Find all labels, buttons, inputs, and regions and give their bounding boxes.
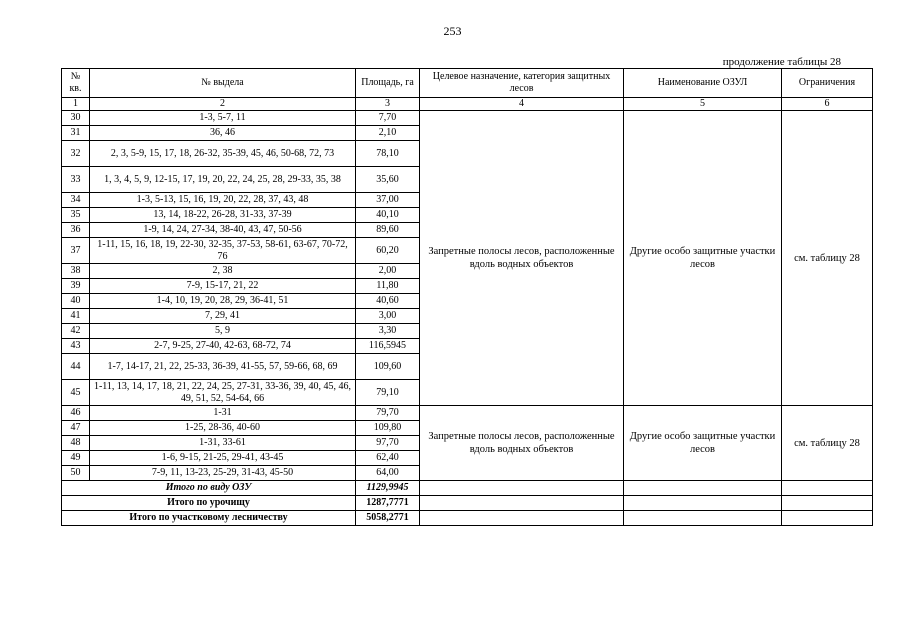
empty-cell bbox=[782, 496, 873, 511]
total-label: Итого по виду ОЗУ bbox=[62, 481, 356, 496]
header-vydel: № выдела bbox=[90, 69, 356, 98]
forest-plots-table bbox=[61, 68, 873, 526]
empty-cell bbox=[782, 511, 873, 526]
cell-area: 109,60 bbox=[356, 354, 420, 380]
cell-kv: 36 bbox=[62, 223, 90, 238]
continuation-note: продолжение таблицы 28 bbox=[722, 56, 841, 68]
header-area: Площадь, га bbox=[356, 69, 420, 98]
total-value: 5058,2771 bbox=[356, 511, 420, 526]
cell-vydel: 1-11, 13, 14, 17, 18, 21, 22, 24, 25, 27-31, 33-36, 39, 40, 45, 46, 49, 51, 52, 54-64, 66 bbox=[90, 380, 356, 406]
cell-area: 3,30 bbox=[356, 324, 420, 339]
column-number: 1 bbox=[62, 98, 90, 111]
total-row bbox=[62, 511, 873, 526]
cell-kv: 35 bbox=[62, 208, 90, 223]
cell-kv: 50 bbox=[62, 466, 90, 481]
cell-area: 60,20 bbox=[356, 238, 420, 264]
cell-area: 3,00 bbox=[356, 309, 420, 324]
cell-kv: 49 bbox=[62, 451, 90, 466]
column-number: 2 bbox=[90, 98, 356, 111]
cell-area: 40,10 bbox=[356, 208, 420, 223]
cell-vydel: 1-6, 9-15, 21-25, 29-41, 43-45 bbox=[90, 451, 356, 466]
column-number-row bbox=[62, 98, 873, 111]
column-number: 6 bbox=[782, 98, 873, 111]
cell-vydel: 13, 14, 18-22, 26-28, 31-33, 37-39 bbox=[90, 208, 356, 223]
cell-vydel: 1-4, 10, 19, 20, 28, 29, 36-41, 51 bbox=[90, 294, 356, 309]
column-number: 4 bbox=[420, 98, 624, 111]
cell-area: 89,60 bbox=[356, 223, 420, 238]
table-row bbox=[62, 111, 873, 126]
cell-vydel: 7-9, 11, 13-23, 25-29, 31-43, 45-50 bbox=[90, 466, 356, 481]
cell-vydel: 1, 3, 4, 5, 9, 12-15, 17, 19, 20, 22, 24, 25, 28, 29-33, 35, 38 bbox=[90, 167, 356, 193]
cell-limits: см. таблицу 28 bbox=[782, 111, 873, 406]
cell-vydel: 2, 3, 5-9, 15, 17, 18, 26-32, 35-39, 45, 46, 50-68, 72, 73 bbox=[90, 141, 356, 167]
cell-vydel: 1-25, 28-36, 40-60 bbox=[90, 421, 356, 436]
cell-vydel: 1-7, 14-17, 21, 22, 25-33, 36-39, 41-55, 57, 59-66, 68, 69 bbox=[90, 354, 356, 380]
cell-area: 78,10 bbox=[356, 141, 420, 167]
cell-kv: 48 bbox=[62, 436, 90, 451]
total-row bbox=[62, 496, 873, 511]
cell-kv: 41 bbox=[62, 309, 90, 324]
total-row bbox=[62, 481, 873, 496]
cell-vydel: 1-31 bbox=[90, 406, 356, 421]
total-value: 1129,9945 bbox=[356, 481, 420, 496]
header-ozul: Наименование ОЗУЛ bbox=[624, 69, 782, 98]
cell-area: 35,60 bbox=[356, 167, 420, 193]
cell-vydel: 1-11, 15, 16, 18, 19, 22-30, 32-35, 37-53, 58-61, 63-67, 70-72, 76 bbox=[90, 238, 356, 264]
cell-kv: 40 bbox=[62, 294, 90, 309]
cell-area: 97,70 bbox=[356, 436, 420, 451]
cell-area: 109,80 bbox=[356, 421, 420, 436]
cell-purpose: Запретные полосы лесов, расположенные вдоль водных объектов bbox=[420, 111, 624, 406]
cell-area: 11,80 bbox=[356, 279, 420, 294]
cell-kv: 44 bbox=[62, 354, 90, 380]
header-limits: Ограничения bbox=[782, 69, 873, 98]
cell-vydel: 1-9, 14, 24, 27-34, 38-40, 43, 47, 50-56 bbox=[90, 223, 356, 238]
column-number: 3 bbox=[356, 98, 420, 111]
total-label: Итого по урочищу bbox=[62, 496, 356, 511]
empty-cell bbox=[782, 481, 873, 496]
cell-vydel: 1-3, 5-13, 15, 16, 19, 20, 22, 28, 37, 43, 48 bbox=[90, 193, 356, 208]
empty-cell bbox=[624, 481, 782, 496]
cell-vydel: 36, 46 bbox=[90, 126, 356, 141]
header-row bbox=[62, 69, 873, 98]
empty-cell bbox=[420, 511, 624, 526]
header-purpose: Целевое назначение, категория защитных лесов bbox=[420, 69, 624, 98]
header-kv: № кв. bbox=[62, 69, 90, 98]
cell-vydel: 5, 9 bbox=[90, 324, 356, 339]
cell-kv: 33 bbox=[62, 167, 90, 193]
total-value: 1287,7771 bbox=[356, 496, 420, 511]
column-number: 5 bbox=[624, 98, 782, 111]
cell-kv: 32 bbox=[62, 141, 90, 167]
cell-purpose: Запретные полосы лесов, расположенные вдоль водных объектов bbox=[420, 406, 624, 481]
cell-kv: 37 bbox=[62, 238, 90, 264]
cell-area: 79,70 bbox=[356, 406, 420, 421]
cell-vydel: 2-7, 9-25, 27-40, 42-63, 68-72, 74 bbox=[90, 339, 356, 354]
cell-limits: см. таблицу 28 bbox=[782, 406, 873, 481]
cell-area: 62,40 bbox=[356, 451, 420, 466]
cell-kv: 47 bbox=[62, 421, 90, 436]
cell-vydel: 1-3, 5-7, 11 bbox=[90, 111, 356, 126]
cell-vydel: 7-9, 15-17, 21, 22 bbox=[90, 279, 356, 294]
page-number: 253 bbox=[443, 24, 462, 38]
cell-kv: 30 bbox=[62, 111, 90, 126]
cell-ozul: Другие особо защитные участки лесов bbox=[624, 406, 782, 481]
cell-area: 2,10 bbox=[356, 126, 420, 141]
cell-kv: 42 bbox=[62, 324, 90, 339]
cell-kv: 34 bbox=[62, 193, 90, 208]
cell-kv: 38 bbox=[62, 264, 90, 279]
total-label: Итого по участковому лесничеству bbox=[62, 511, 356, 526]
cell-area: 7,70 bbox=[356, 111, 420, 126]
empty-cell bbox=[420, 481, 624, 496]
table-body bbox=[62, 111, 873, 526]
cell-area: 2,00 bbox=[356, 264, 420, 279]
cell-ozul: Другие особо защитные участки лесов bbox=[624, 111, 782, 406]
cell-area: 37,00 bbox=[356, 193, 420, 208]
cell-kv: 46 bbox=[62, 406, 90, 421]
empty-cell bbox=[624, 511, 782, 526]
cell-area: 64,00 bbox=[356, 466, 420, 481]
empty-cell bbox=[624, 496, 782, 511]
cell-area: 40,60 bbox=[356, 294, 420, 309]
cell-area: 79,10 bbox=[356, 380, 420, 406]
cell-kv: 31 bbox=[62, 126, 90, 141]
cell-vydel: 7, 29, 41 bbox=[90, 309, 356, 324]
cell-area: 116,5945 bbox=[356, 339, 420, 354]
cell-vydel: 1-31, 33-61 bbox=[90, 436, 356, 451]
cell-kv: 45 bbox=[62, 380, 90, 406]
cell-vydel: 2, 38 bbox=[90, 264, 356, 279]
cell-kv: 39 bbox=[62, 279, 90, 294]
cell-kv: 43 bbox=[62, 339, 90, 354]
empty-cell bbox=[420, 496, 624, 511]
table-row bbox=[62, 406, 873, 421]
